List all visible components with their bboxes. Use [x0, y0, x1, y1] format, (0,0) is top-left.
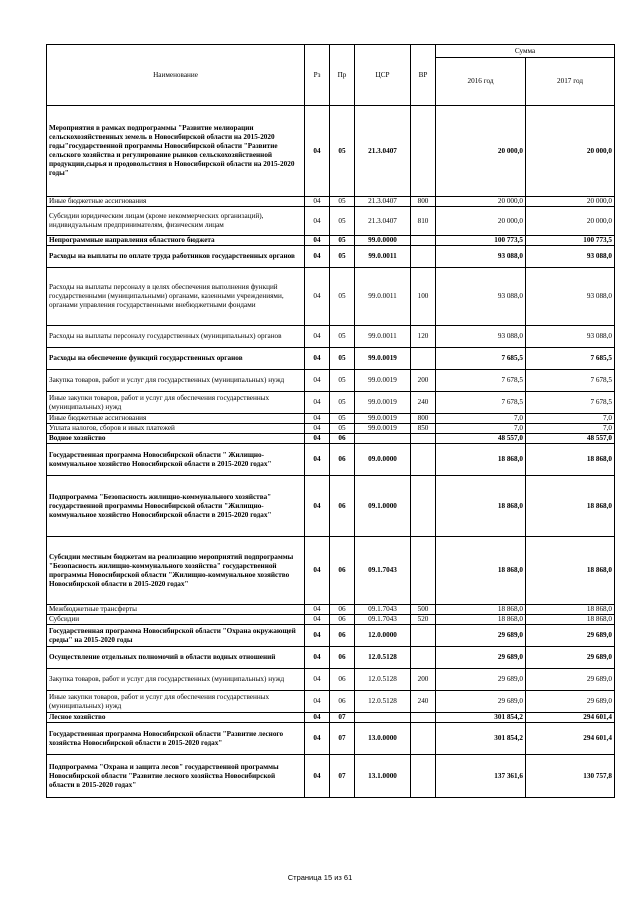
table-row	[47, 713, 615, 723]
row-amount-2017: 7 678,5	[526, 392, 615, 414]
row-csr	[355, 434, 411, 444]
row-amount-2016: 20 000,0	[436, 106, 526, 197]
row-pr: 05	[330, 207, 355, 236]
row-rz: 04	[305, 537, 330, 605]
row-csr: 99.0.0019	[355, 414, 411, 424]
row-vr	[411, 476, 436, 537]
row-name: Уплата налогов, сборов и иных платежей	[47, 424, 305, 434]
row-amount-2016: 18 868,0	[436, 615, 526, 625]
row-rz: 04	[305, 197, 330, 207]
table-row	[47, 434, 615, 444]
row-amount-2016: 301 854,2	[436, 713, 526, 723]
row-vr: 800	[411, 414, 436, 424]
row-amount-2016: 29 689,0	[436, 669, 526, 691]
row-rz: 04	[305, 444, 330, 476]
row-vr	[411, 647, 436, 669]
row-csr: 12.0.0000	[355, 625, 411, 647]
row-csr: 12.0.5128	[355, 647, 411, 669]
row-amount-2017: 18 868,0	[526, 444, 615, 476]
row-vr: 850	[411, 424, 436, 434]
row-rz: 04	[305, 605, 330, 615]
row-rz: 04	[305, 476, 330, 537]
row-rz: 04	[305, 424, 330, 434]
row-amount-2017: 18 868,0	[526, 615, 615, 625]
row-amount-2017: 7,0	[526, 424, 615, 434]
row-amount-2016: 7 685,5	[436, 348, 526, 370]
table-row	[47, 615, 615, 625]
header-pr: Пр	[330, 45, 355, 106]
row-amount-2016: 7 678,5	[436, 370, 526, 392]
row-pr: 05	[330, 414, 355, 424]
row-vr: 120	[411, 326, 436, 348]
row-amount-2016: 7,0	[436, 424, 526, 434]
row-csr: 12.0.5128	[355, 669, 411, 691]
table-row	[47, 268, 615, 326]
row-vr	[411, 625, 436, 647]
table-row	[47, 348, 615, 370]
row-pr: 06	[330, 647, 355, 669]
row-pr: 05	[330, 392, 355, 414]
table-row	[47, 326, 615, 348]
row-amount-2017: 100 773,5	[526, 236, 615, 246]
row-amount-2017: 93 088,0	[526, 246, 615, 268]
table-row	[47, 476, 615, 537]
row-pr: 06	[330, 669, 355, 691]
table-row	[47, 246, 615, 268]
row-pr: 05	[330, 246, 355, 268]
row-amount-2016: 100 773,5	[436, 236, 526, 246]
row-vr: 240	[411, 691, 436, 713]
row-amount-2016: 7,0	[436, 414, 526, 424]
row-csr: 21.3.0407	[355, 197, 411, 207]
row-amount-2017: 7 685,5	[526, 348, 615, 370]
row-rz: 04	[305, 713, 330, 723]
row-rz: 04	[305, 236, 330, 246]
header-row	[47, 45, 615, 58]
row-amount-2017: 29 689,0	[526, 669, 615, 691]
row-name: Закупка товаров, работ и услуг для государственных (муниципальных) нужд	[47, 669, 305, 691]
row-amount-2016: 93 088,0	[436, 246, 526, 268]
row-name: Расходы на выплаты персоналу государственных (муниципальных) органов	[47, 326, 305, 348]
row-vr	[411, 755, 436, 798]
row-vr	[411, 106, 436, 197]
row-name: Субсидии местным бюджетам на реализацию мероприятий подпрограммы "Безопасность жилищно-коммунального хозяйства" государственной программы Новосибирской области "Жилищно-коммунальное хозяйство Новосибирской области в 2015-2020 годах"	[47, 537, 305, 605]
row-name: Субсидии	[47, 615, 305, 625]
row-name: Субсидии юридическим лицам (кроме некоммерческих организаций), индивидуальным предпринимателям, физическим лицам	[47, 207, 305, 236]
row-name: Государственная программа Новосибирской области "Развитие лесного хозяйства Новосибирской области в 2015-2020 годах"	[47, 723, 305, 755]
header-year-2017: 2017 год	[526, 58, 615, 106]
row-vr	[411, 713, 436, 723]
row-pr: 07	[330, 723, 355, 755]
row-rz: 04	[305, 755, 330, 798]
row-csr: 12.0.5128	[355, 691, 411, 713]
row-vr: 200	[411, 669, 436, 691]
row-csr: 13.0.0000	[355, 723, 411, 755]
row-vr: 500	[411, 605, 436, 615]
row-amount-2016: 18 868,0	[436, 444, 526, 476]
row-amount-2017: 48 557,0	[526, 434, 615, 444]
row-name: Мероприятия в рамках подпрограммы "Развитие мелиорации сельскохозяйственных земель в Новосибирской области на 2015-2020 годы"государственной программы Новосибирской области "Развитие сельского хозяйства и регулирование рынков сельскохозяйственной продукции,сырья и продовольствия в Новосибирской области на 2015-2020 годы"	[47, 106, 305, 197]
row-name: Лесное хозяйство	[47, 713, 305, 723]
row-amount-2016: 29 689,0	[436, 691, 526, 713]
row-name: Осуществление отдельных полномочий в области водных отношений	[47, 647, 305, 669]
row-pr: 05	[330, 424, 355, 434]
row-pr: 06	[330, 476, 355, 537]
row-name: Расходы на обеспечение функций государственных органов	[47, 348, 305, 370]
row-vr	[411, 537, 436, 605]
row-rz: 04	[305, 246, 330, 268]
row-amount-2017: 18 868,0	[526, 476, 615, 537]
row-vr	[411, 246, 436, 268]
row-name: Иные закупки товаров, работ и услуг для обеспечения государственных (муниципальных) нужд	[47, 691, 305, 713]
row-pr: 06	[330, 625, 355, 647]
header-name: Наименование	[47, 45, 305, 106]
row-amount-2017: 20 000,0	[526, 207, 615, 236]
row-name: Государственная программа Новосибирской области " Жилищно-коммунальное хозяйство Новосибирской области в 2015-2020 годах"	[47, 444, 305, 476]
row-amount-2016: 20 000,0	[436, 207, 526, 236]
row-pr: 06	[330, 691, 355, 713]
row-vr: 240	[411, 392, 436, 414]
row-amount-2017: 7 678,5	[526, 370, 615, 392]
row-csr: 99.0.0000	[355, 236, 411, 246]
row-pr: 06	[330, 615, 355, 625]
row-csr: 99.0.0011	[355, 246, 411, 268]
header-year-2016: 2016 год	[436, 58, 526, 106]
row-amount-2016: 137 361,6	[436, 755, 526, 798]
row-csr: 13.1.0000	[355, 755, 411, 798]
row-amount-2016: 301 854,2	[436, 723, 526, 755]
row-rz: 04	[305, 615, 330, 625]
table-row	[47, 605, 615, 615]
row-rz: 04	[305, 106, 330, 197]
row-vr	[411, 434, 436, 444]
row-name: Межбюджетные трансферты	[47, 605, 305, 615]
row-csr: 09.1.7043	[355, 615, 411, 625]
row-vr	[411, 348, 436, 370]
table-row	[47, 537, 615, 605]
table-row	[47, 755, 615, 798]
table-row	[47, 625, 615, 647]
row-amount-2016: 48 557,0	[436, 434, 526, 444]
row-amount-2016: 18 868,0	[436, 537, 526, 605]
row-amount-2017: 294 601,4	[526, 713, 615, 723]
row-rz: 04	[305, 723, 330, 755]
row-amount-2017: 18 868,0	[526, 537, 615, 605]
row-pr: 06	[330, 605, 355, 615]
row-rz: 04	[305, 434, 330, 444]
row-rz: 04	[305, 414, 330, 424]
row-pr: 06	[330, 444, 355, 476]
row-name: Иные бюджетные ассигнования	[47, 197, 305, 207]
row-pr: 05	[330, 197, 355, 207]
row-amount-2017: 7,0	[526, 414, 615, 424]
row-name: Иные бюджетные ассигнования	[47, 414, 305, 424]
row-vr	[411, 723, 436, 755]
row-csr: 99.0.0019	[355, 392, 411, 414]
row-rz: 04	[305, 647, 330, 669]
row-name: Иные закупки товаров, работ и услуг для обеспечения государственных (муниципальных) нужд	[47, 392, 305, 414]
row-amount-2017: 20 000,0	[526, 106, 615, 197]
table-row	[47, 691, 615, 713]
row-name: Закупка товаров, работ и услуг для государственных (муниципальных) нужд	[47, 370, 305, 392]
row-pr: 05	[330, 106, 355, 197]
row-name: Непрограммные направления областного бюджета	[47, 236, 305, 246]
row-csr: 99.0.0019	[355, 370, 411, 392]
row-amount-2016: 29 689,0	[436, 625, 526, 647]
row-amount-2016: 18 868,0	[436, 605, 526, 615]
row-amount-2016: 29 689,0	[436, 647, 526, 669]
row-pr: 05	[330, 268, 355, 326]
row-csr: 09.1.7043	[355, 605, 411, 615]
row-rz: 04	[305, 669, 330, 691]
row-csr: 99.0.0011	[355, 268, 411, 326]
header-sum: Сумма	[436, 45, 615, 58]
row-pr: 06	[330, 434, 355, 444]
header-rz: Рз	[305, 45, 330, 106]
row-name: Водное хозяйство	[47, 434, 305, 444]
table-row	[47, 424, 615, 434]
row-name: Подпрограмма "Охрана и защита лесов" государственной программы Новосибирской области "Развитие лесного хозяйства Новосибирской области в 2015-2020 годах"	[47, 755, 305, 798]
table-row	[47, 207, 615, 236]
row-name: Расходы на выплаты персоналу в целях обеспечения выполнения функций государственными (муниципальными) органами, казенными учреждениями, органами управления государственными внебюджетными фондами	[47, 268, 305, 326]
row-amount-2017: 29 689,0	[526, 647, 615, 669]
header-csr: ЦСР	[355, 45, 411, 106]
row-rz: 04	[305, 268, 330, 326]
row-vr	[411, 236, 436, 246]
row-csr: 21.3.0407	[355, 207, 411, 236]
row-pr: 05	[330, 326, 355, 348]
row-name: Подпрограмма "Безопасность жилищно-коммунального хозяйства" государственной программы Новосибирской области "Жилищно-коммунальное хозяйство Новосибирской области в 2015-2020 годах"	[47, 476, 305, 537]
table-row	[47, 647, 615, 669]
header-vr: ВР	[411, 45, 436, 106]
table-row	[47, 444, 615, 476]
row-rz: 04	[305, 392, 330, 414]
row-vr: 520	[411, 615, 436, 625]
row-rz: 04	[305, 326, 330, 348]
row-rz: 04	[305, 348, 330, 370]
row-amount-2017: 130 757,8	[526, 755, 615, 798]
row-amount-2017: 20 000,0	[526, 197, 615, 207]
row-amount-2017: 29 689,0	[526, 691, 615, 713]
table-row	[47, 669, 615, 691]
row-rz: 04	[305, 625, 330, 647]
row-vr: 810	[411, 207, 436, 236]
row-amount-2016: 20 000,0	[436, 197, 526, 207]
row-amount-2017: 93 088,0	[526, 268, 615, 326]
row-name: Расходы на выплаты по оплате труда работников государственных органов	[47, 246, 305, 268]
row-amount-2017: 29 689,0	[526, 625, 615, 647]
row-pr: 05	[330, 370, 355, 392]
row-amount-2016: 93 088,0	[436, 268, 526, 326]
row-rz: 04	[305, 207, 330, 236]
row-csr	[355, 713, 411, 723]
row-csr: 09.1.7043	[355, 537, 411, 605]
row-rz: 04	[305, 691, 330, 713]
row-vr: 200	[411, 370, 436, 392]
row-amount-2017: 93 088,0	[526, 326, 615, 348]
row-vr: 800	[411, 197, 436, 207]
row-rz: 04	[305, 370, 330, 392]
table-row	[47, 370, 615, 392]
row-name: Государственная программа Новосибирской области "Охрана окружающей среды" на 2015-2020 годы	[47, 625, 305, 647]
row-vr	[411, 444, 436, 476]
row-amount-2016: 93 088,0	[436, 326, 526, 348]
budget-table	[46, 44, 615, 798]
row-amount-2016: 7 678,5	[436, 392, 526, 414]
table-row	[47, 236, 615, 246]
row-pr: 07	[330, 755, 355, 798]
row-csr: 09.0.0000	[355, 444, 411, 476]
table-row	[47, 197, 615, 207]
row-amount-2017: 18 868,0	[526, 605, 615, 615]
row-pr: 07	[330, 713, 355, 723]
page-footer: Страница 15 из 61	[287, 873, 353, 882]
row-vr: 100	[411, 268, 436, 326]
table-row	[47, 414, 615, 424]
row-csr: 99.0.0019	[355, 348, 411, 370]
row-csr: 09.1.0000	[355, 476, 411, 537]
row-csr: 99.0.0019	[355, 424, 411, 434]
row-amount-2016: 18 868,0	[436, 476, 526, 537]
table-row	[47, 106, 615, 197]
row-pr: 05	[330, 236, 355, 246]
row-pr: 05	[330, 348, 355, 370]
row-amount-2017: 294 601,4	[526, 723, 615, 755]
row-pr: 06	[330, 537, 355, 605]
table-row	[47, 723, 615, 755]
table-row	[47, 392, 615, 414]
row-csr: 21.3.0407	[355, 106, 411, 197]
row-csr: 99.0.0011	[355, 326, 411, 348]
